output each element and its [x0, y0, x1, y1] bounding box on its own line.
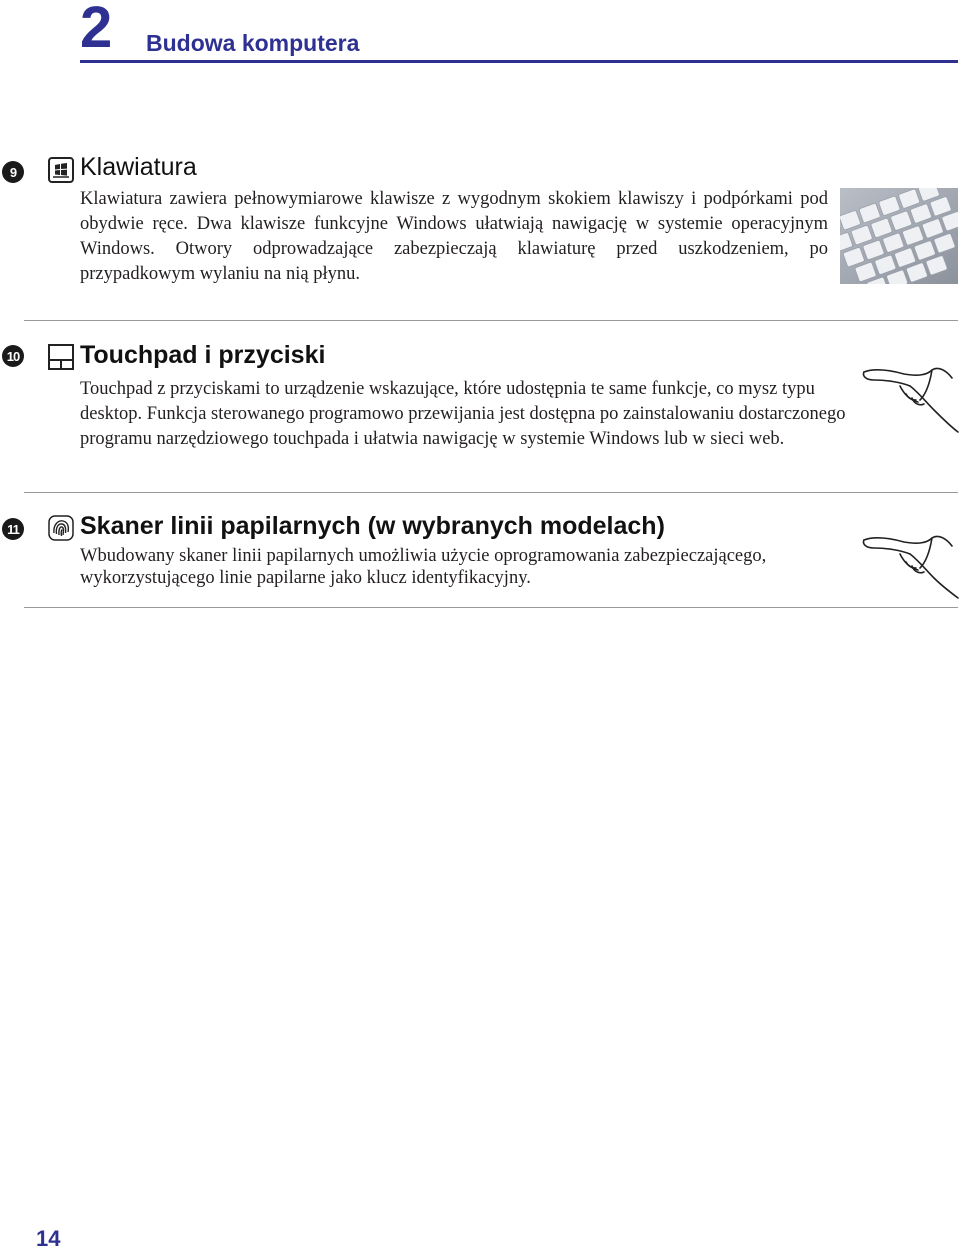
section-text-touchpad: Touchpad z przyciskami to urządzenie wskazujące, które udostępnia te same funkcje, co mysz typu desktop. Funkcja sterowanego programowo przewijania jest dostępna po zainstalowaniu dostarczonego programu narzędziowego touchpada i ułatwia nawigację w systemie Windows lub w sieci web.: [80, 379, 846, 449]
windows-keyboard-icon: [48, 157, 74, 183]
page-number: 14: [36, 1226, 61, 1251]
fingerprint-icon: [48, 515, 74, 541]
keyboard-photo: [840, 188, 958, 284]
section-title-keyboard: Klawiatura: [80, 153, 197, 181]
section-text-fingerprint: Wbudowany skaner linii papilarnych umożliwia użycie oprogramowania zabezpieczającego, wykorzystującego linie papilarne jako klucz identyfikacyjny.: [80, 546, 767, 588]
section-divider: [24, 607, 958, 608]
section-text-keyboard: Klawiatura zawiera pełnowymiarowe klawisze z wygodnym skokiem klawiszy i podpórkami pod obydwie ręce. Dwa klawisze funkcyjne Windows ułatwiają nawigację w systemie operacyjnym Windows. Otwory odprowadzające zabezpieczają klawiaturę przed uszkodzeniem, po przypadkowym wylaniu na nią płynu.: [80, 189, 828, 284]
section-badge-9: 9: [2, 161, 24, 183]
chapter-title: Budowa komputera: [146, 30, 360, 56]
chapter-divider: [80, 60, 958, 63]
hand-touchpad-sketch: [860, 358, 960, 434]
section-badge-11: 11: [2, 518, 24, 540]
section-title-fingerprint: Skaner linii papilarnych (w wybranych modelach): [80, 512, 665, 540]
section-title-touchpad: Touchpad i przyciski: [80, 341, 326, 369]
chapter-number: 2: [80, 0, 111, 60]
section-divider: [24, 492, 958, 493]
touchpad-icon: [48, 344, 74, 370]
section-divider: [24, 320, 958, 321]
section-badge-10: 10: [2, 345, 24, 367]
hand-fingerprint-sketch: [860, 528, 960, 600]
